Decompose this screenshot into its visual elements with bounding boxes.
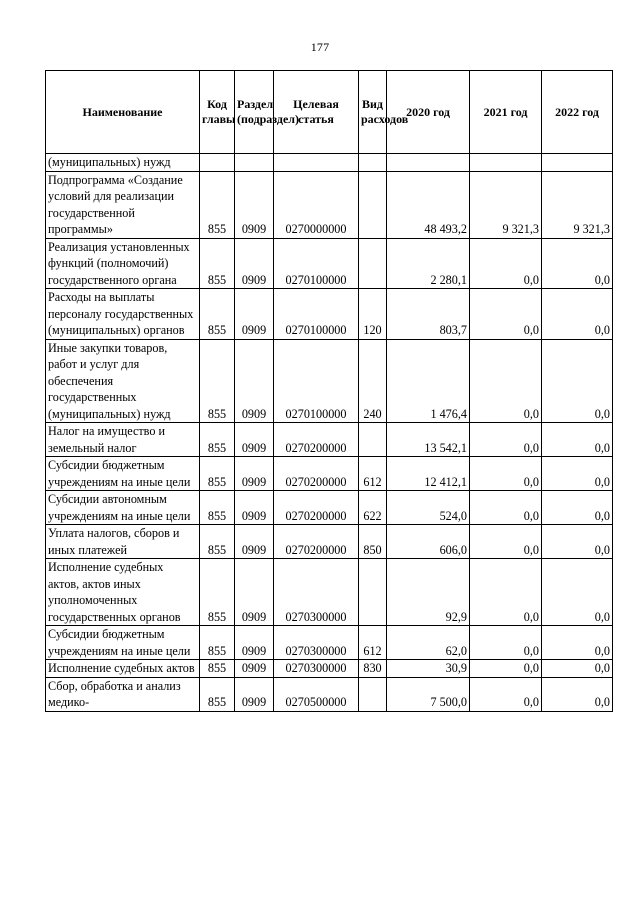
row-2022: 0,0 — [542, 457, 613, 491]
row-kind — [359, 238, 387, 289]
table-row — [46, 289, 613, 340]
row-code — [200, 154, 235, 172]
row-kind — [359, 677, 387, 711]
row-target: 0270200000 — [274, 491, 359, 525]
row-code: 855 — [200, 289, 235, 340]
row-section: 0909 — [235, 525, 274, 559]
row-name: Субсидии бюджетным учреждениям на иные цели — [46, 457, 200, 491]
row-target: 0270300000 — [274, 559, 359, 626]
budget-table — [45, 70, 613, 712]
row-name: Реализация установленных функций (полномочий) государственного органа — [46, 238, 200, 289]
header-section: Раздел (подраздел) — [235, 71, 274, 154]
row-2022: 0,0 — [542, 677, 613, 711]
table-row — [46, 491, 613, 525]
row-section: 0909 — [235, 339, 274, 423]
row-2021: 9 321,3 — [470, 171, 542, 238]
row-kind — [359, 154, 387, 172]
row-code: 855 — [200, 423, 235, 457]
row-name: Субсидии автономным учреждениям на иные цели — [46, 491, 200, 525]
row-target: 0270300000 — [274, 660, 359, 678]
row-target: 0270200000 — [274, 423, 359, 457]
row-2020: 48 493,2 — [387, 171, 470, 238]
row-target: 0270100000 — [274, 238, 359, 289]
row-code: 855 — [200, 238, 235, 289]
row-2021: 0,0 — [470, 677, 542, 711]
row-section: 0909 — [235, 559, 274, 626]
row-name: Налог на имущество и земельный налог — [46, 423, 200, 457]
row-target — [274, 154, 359, 172]
row-2022: 0,0 — [542, 491, 613, 525]
row-2022: 0,0 — [542, 238, 613, 289]
header-row — [46, 71, 613, 154]
row-2022: 0,0 — [542, 339, 613, 423]
row-target: 0270300000 — [274, 626, 359, 660]
table-row — [46, 423, 613, 457]
row-kind: 622 — [359, 491, 387, 525]
row-code: 855 — [200, 660, 235, 678]
row-target: 0270100000 — [274, 289, 359, 340]
table-row — [46, 171, 613, 238]
row-kind — [359, 423, 387, 457]
row-name: Расходы на выплаты персоналу государственных (муниципальных) органов — [46, 289, 200, 340]
row-2020: 7 500,0 — [387, 677, 470, 711]
row-section: 0909 — [235, 238, 274, 289]
table-row — [46, 457, 613, 491]
table-row — [46, 525, 613, 559]
row-kind: 830 — [359, 660, 387, 678]
row-code: 855 — [200, 525, 235, 559]
row-2020: 30,9 — [387, 660, 470, 678]
table-row — [46, 660, 613, 678]
row-2022: 0,0 — [542, 423, 613, 457]
row-section: 0909 — [235, 677, 274, 711]
page-number: 177 — [310, 40, 330, 54]
row-2021: 0,0 — [470, 626, 542, 660]
row-name: Иные закупки товаров, работ и услуг для обеспечения государственных (муниципальных) нужд — [46, 339, 200, 423]
table-row — [46, 154, 613, 172]
row-2022: 0,0 — [542, 559, 613, 626]
row-name: Подпрограмма «Создание условий для реализации государственной программы» — [46, 171, 200, 238]
row-code: 855 — [200, 457, 235, 491]
row-code: 855 — [200, 677, 235, 711]
table-row — [46, 626, 613, 660]
row-2021: 0,0 — [470, 559, 542, 626]
row-section: 0909 — [235, 491, 274, 525]
row-2022: 0,0 — [542, 660, 613, 678]
row-2021: 0,0 — [470, 525, 542, 559]
row-section: 0909 — [235, 423, 274, 457]
row-kind: 612 — [359, 626, 387, 660]
row-2021: 0,0 — [470, 457, 542, 491]
row-name: Уплата налогов, сборов и иных платежей — [46, 525, 200, 559]
row-2021: 0,0 — [470, 423, 542, 457]
row-kind — [359, 559, 387, 626]
row-2021: 0,0 — [470, 491, 542, 525]
row-kind: 240 — [359, 339, 387, 423]
row-2020: 524,0 — [387, 491, 470, 525]
row-2020: 62,0 — [387, 626, 470, 660]
row-name: (муниципальных) нужд — [46, 154, 200, 172]
row-2020: 606,0 — [387, 525, 470, 559]
row-kind — [359, 171, 387, 238]
row-code: 855 — [200, 491, 235, 525]
row-section: 0909 — [235, 171, 274, 238]
row-code: 855 — [200, 339, 235, 423]
table-row — [46, 559, 613, 626]
row-target: 0270100000 — [274, 339, 359, 423]
table-row — [46, 238, 613, 289]
row-2021: 0,0 — [470, 660, 542, 678]
row-target: 0270500000 — [274, 677, 359, 711]
header-2021: 2021 год — [470, 71, 542, 154]
row-2020 — [387, 154, 470, 172]
row-2020: 2 280,1 — [387, 238, 470, 289]
row-code: 855 — [200, 171, 235, 238]
row-name: Исполнение судебных актов, актов иных уполномоченных государственных органов — [46, 559, 200, 626]
row-kind: 612 — [359, 457, 387, 491]
row-name: Субсидии бюджетным учреждениям на иные цели — [46, 626, 200, 660]
row-target: 0270200000 — [274, 457, 359, 491]
row-2021: 0,0 — [470, 339, 542, 423]
row-2020: 92,9 — [387, 559, 470, 626]
row-code: 855 — [200, 626, 235, 660]
row-2021 — [470, 154, 542, 172]
row-2020: 12 412,1 — [387, 457, 470, 491]
row-target: 0270200000 — [274, 525, 359, 559]
row-section: 0909 — [235, 457, 274, 491]
row-2021: 0,0 — [470, 238, 542, 289]
row-name: Исполнение судебных актов — [46, 660, 200, 678]
header-target: Целевая статья — [274, 71, 359, 154]
row-2020: 13 542,1 — [387, 423, 470, 457]
header-2020: 2020 год — [387, 71, 470, 154]
header-code: Код главы — [200, 71, 235, 154]
row-target: 0270000000 — [274, 171, 359, 238]
row-section: 0909 — [235, 626, 274, 660]
row-kind: 120 — [359, 289, 387, 340]
row-section — [235, 154, 274, 172]
row-2022: 9 321,3 — [542, 171, 613, 238]
row-name: Сбор, обработка и анализ медико- — [46, 677, 200, 711]
header-2022: 2022 год — [542, 71, 613, 154]
header-name: Наименование — [46, 71, 200, 154]
row-2022: 0,0 — [542, 626, 613, 660]
table-row — [46, 339, 613, 423]
table-row — [46, 677, 613, 711]
row-2021: 0,0 — [470, 289, 542, 340]
row-code: 855 — [200, 559, 235, 626]
row-section: 0909 — [235, 660, 274, 678]
row-section: 0909 — [235, 289, 274, 340]
row-2022: 0,0 — [542, 289, 613, 340]
row-2022 — [542, 154, 613, 172]
row-2020: 803,7 — [387, 289, 470, 340]
row-2020: 1 476,4 — [387, 339, 470, 423]
header-kind: Вид расходов — [359, 71, 387, 154]
row-kind: 850 — [359, 525, 387, 559]
row-2022: 0,0 — [542, 525, 613, 559]
